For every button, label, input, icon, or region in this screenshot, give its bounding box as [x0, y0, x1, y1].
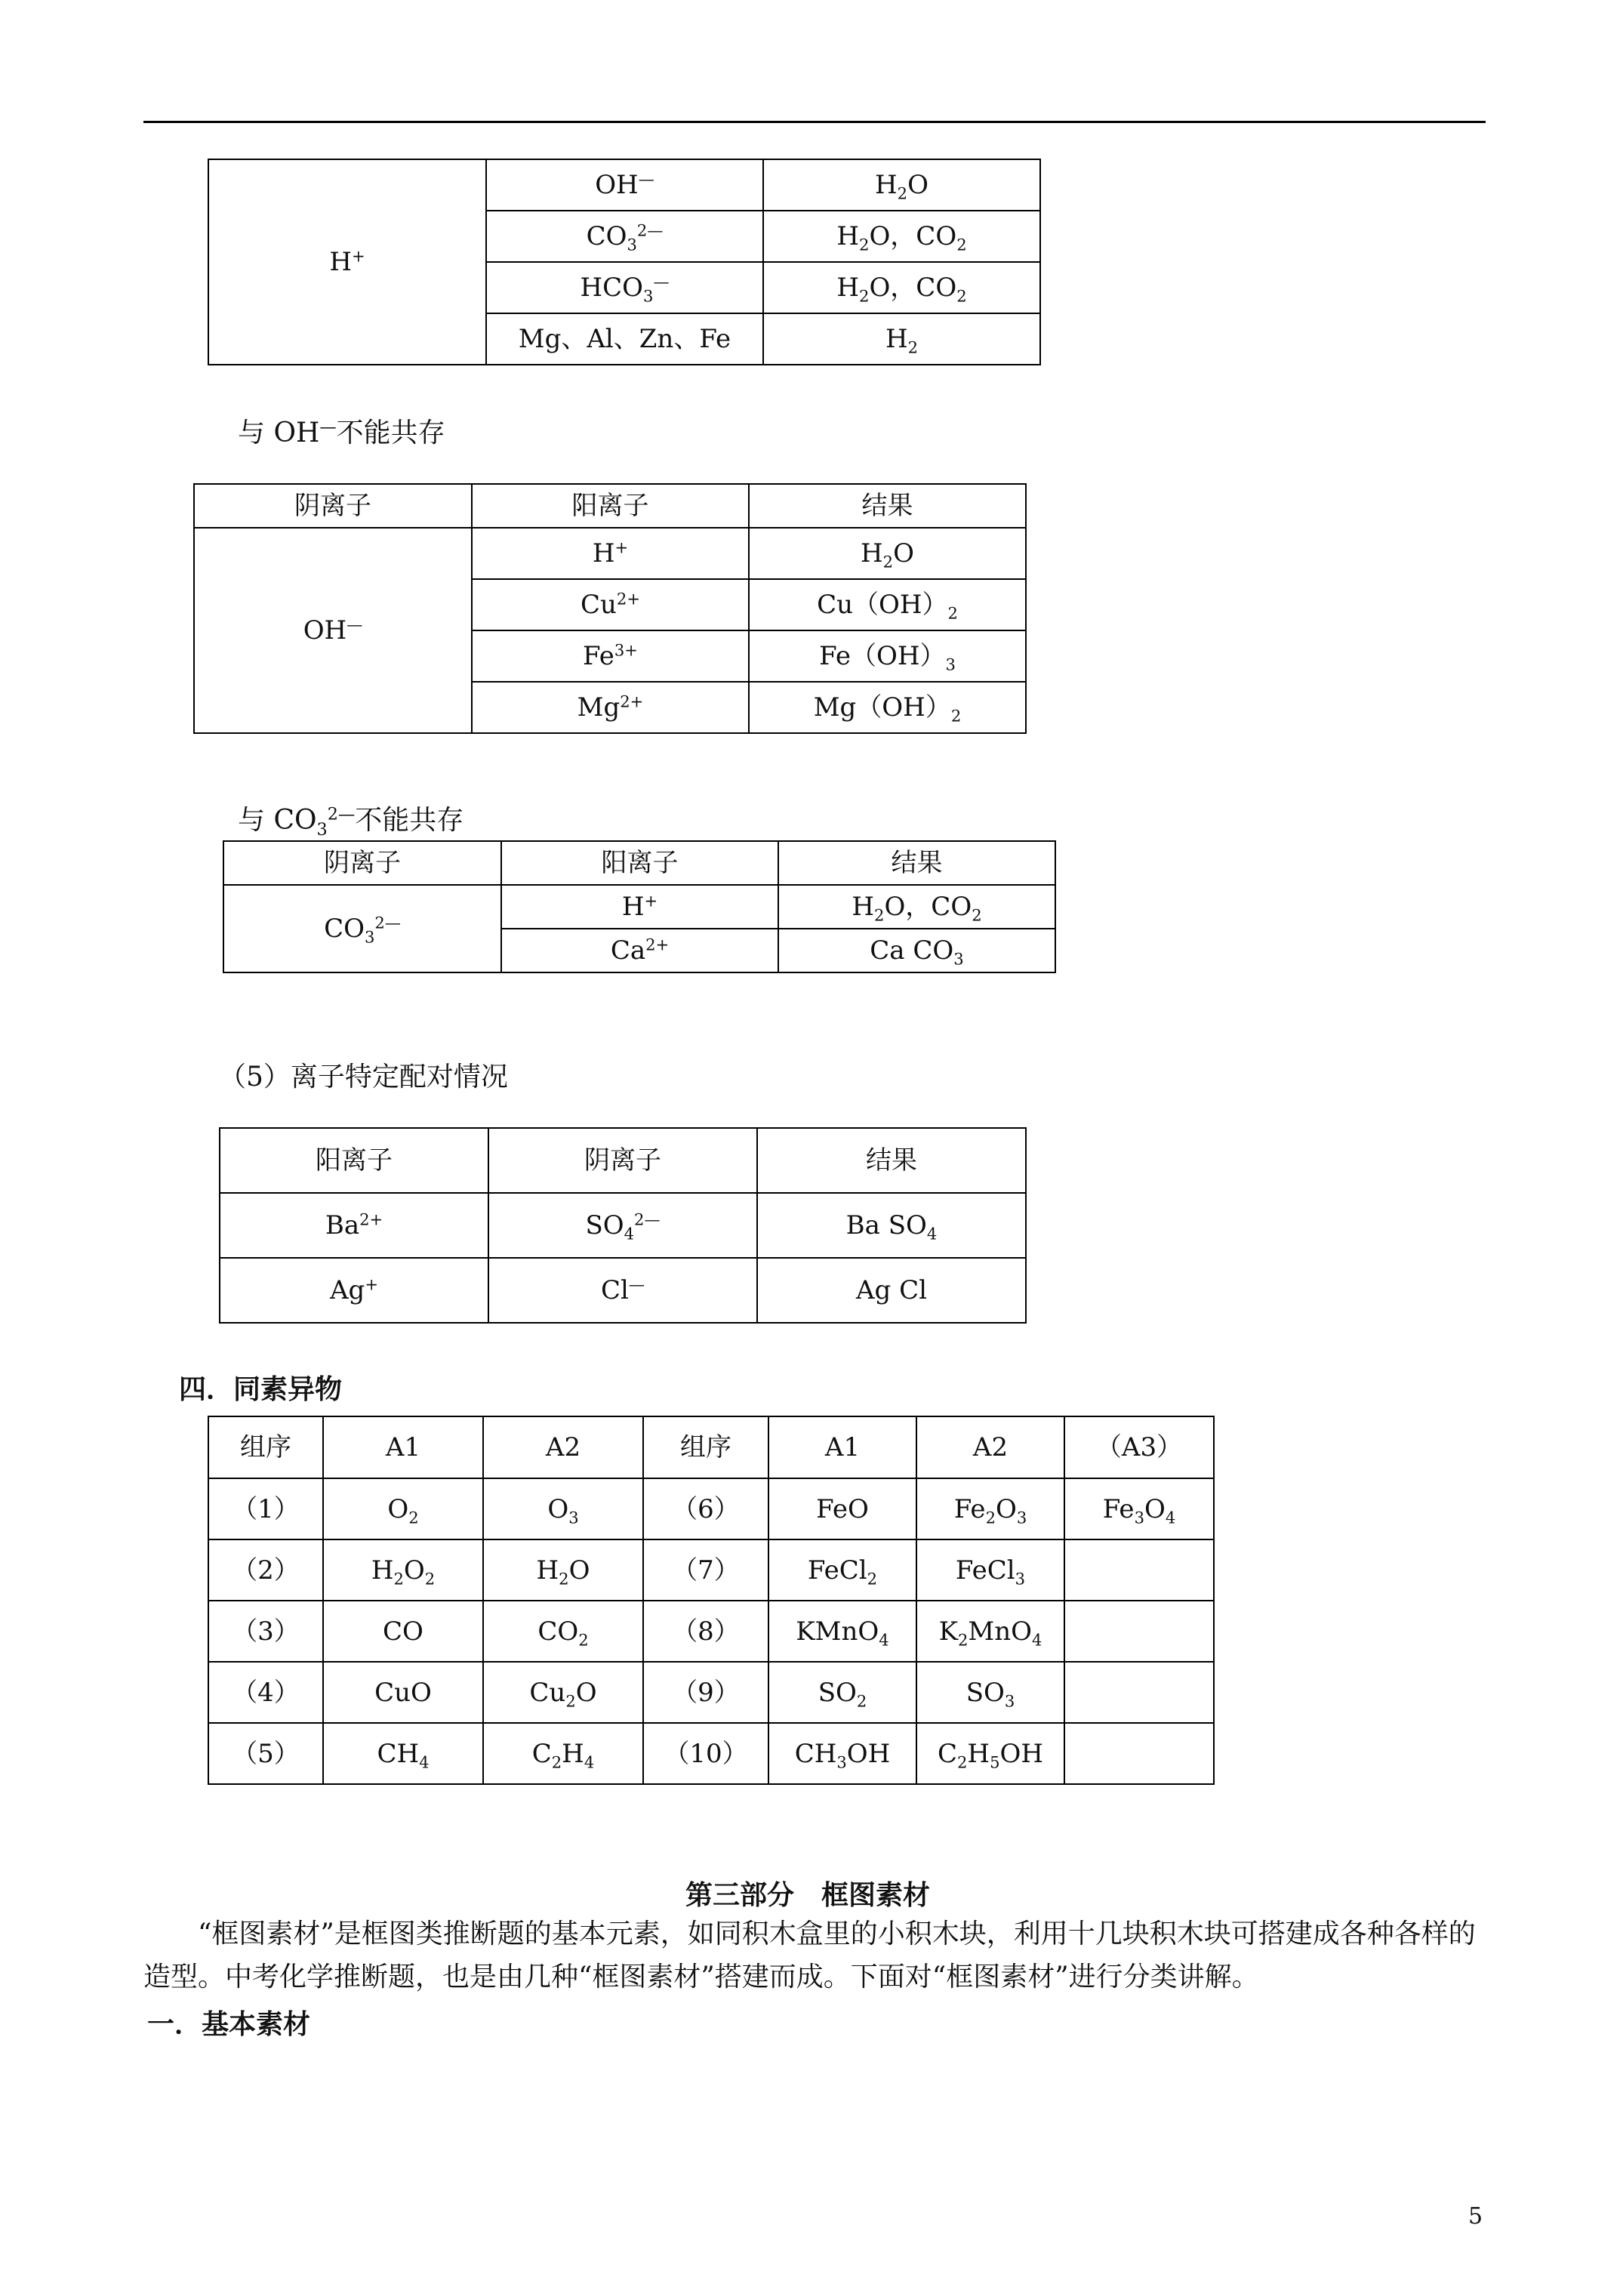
formula-part: 2: [897, 183, 908, 203]
formula-part: 3+: [614, 640, 638, 660]
formula-part: A1: [824, 1432, 861, 1462]
formula-part: 结果: [891, 848, 943, 878]
oh-section-title: 与 OH—不能共存: [238, 417, 445, 448]
reactant-cell: [486, 262, 763, 313]
result-cell: [778, 929, 1055, 972]
formula-part: 组序: [680, 1432, 731, 1462]
formula-part: H: [875, 170, 898, 200]
part3-heading: 第三部分 框图素材: [685, 1879, 931, 1911]
iso-cell: [483, 1539, 643, 1601]
formula-part: 2+: [620, 692, 644, 711]
formula-part: H: [592, 538, 615, 569]
formula-part: H: [852, 892, 875, 922]
formula-part: —: [346, 615, 363, 634]
cation-cell: [220, 1258, 488, 1323]
result-cell: [763, 262, 1040, 313]
formula-part: Mg（OH）: [813, 692, 951, 723]
table-row: [220, 1193, 1026, 1258]
formula-part: O: [907, 170, 929, 200]
table-row: [208, 1662, 1214, 1723]
ion-cell: [208, 159, 486, 365]
formula-part: 2: [956, 1752, 968, 1771]
header-cell: [323, 1416, 483, 1478]
formula-part: 2+: [359, 1210, 383, 1229]
table-row: [208, 159, 1040, 211]
formula-part: C: [531, 1738, 552, 1769]
formula-part: 阴离子: [324, 848, 401, 878]
iso-cell: [768, 1478, 916, 1539]
iso-cell: [323, 1662, 483, 1723]
formula-part: O: [387, 1493, 409, 1524]
formula-part: A1: [385, 1432, 421, 1462]
formula-part: Cu（OH）: [817, 590, 948, 620]
formula-part: CO: [383, 1616, 423, 1647]
result-cell: [749, 528, 1026, 579]
reactant-cell: [486, 211, 763, 262]
iso-cell: [643, 1662, 768, 1723]
formula-part: H: [836, 273, 860, 303]
formula-part: 2: [859, 235, 870, 254]
table-row: [208, 1478, 1214, 1539]
iso-cell: [1064, 1539, 1214, 1601]
formula-part: 2: [859, 286, 870, 306]
formula-part: （6）: [672, 1493, 740, 1524]
formula-part: H: [371, 1555, 394, 1586]
cation-cell: [501, 885, 778, 929]
formula-part: 3: [945, 655, 956, 674]
formula-part: 3: [1015, 1568, 1026, 1588]
header-cell: [757, 1128, 1026, 1193]
formula-part: HCO: [580, 273, 644, 303]
formula-part: Ca CO: [870, 935, 954, 966]
formula-part: 阴离子: [584, 1145, 661, 1176]
formula-part: 结果: [866, 1145, 917, 1176]
formula-part: FeO: [816, 1493, 869, 1524]
formula-part: 2: [856, 1690, 867, 1710]
h-ion-table: [208, 159, 1041, 365]
formula-part: Fe（OH）: [819, 641, 946, 671]
formula-part: Fe: [583, 641, 614, 671]
header-cell: [483, 1416, 643, 1478]
formula-part: 阴离子: [294, 491, 371, 521]
formula-part: 2: [956, 286, 967, 306]
iso-cell: [208, 1601, 323, 1662]
formula-part: OH: [595, 170, 639, 200]
formula-part: 3: [643, 286, 654, 306]
anion-cell: [194, 528, 472, 733]
iso-cell: [643, 1601, 768, 1662]
formula-part: Ba: [325, 1210, 360, 1240]
formula-part: 3: [627, 235, 637, 254]
reactant-cell: [486, 313, 763, 365]
formula-part: 结果: [861, 491, 913, 521]
formula-part: FeCl: [807, 1555, 867, 1586]
formula-part: Mg、Al、Zn、Fe: [518, 324, 731, 354]
iso-cell: [768, 1662, 916, 1723]
cation-cell: [472, 528, 749, 579]
formula-part: 2: [947, 603, 958, 623]
iso-cell: [1064, 1601, 1214, 1662]
formula-part: H: [861, 538, 883, 569]
formula-part: 2: [408, 1507, 419, 1527]
iso-cell: [483, 1478, 643, 1539]
formula-part: +: [365, 1274, 378, 1294]
header-cell: [643, 1416, 768, 1478]
pair-table: [219, 1127, 1027, 1324]
formula-part: O，CO: [869, 221, 957, 251]
formula-part: Ba SO: [845, 1210, 927, 1240]
formula-part: 5: [990, 1752, 1000, 1771]
formula-part: 3: [836, 1752, 847, 1771]
formula-part: Cl: [601, 1275, 629, 1305]
anion-cell: [488, 1193, 757, 1258]
result-cell: [763, 159, 1040, 211]
formula-part: O: [547, 1493, 569, 1524]
formula-part: 2: [950, 706, 962, 726]
formula-part: O: [1144, 1493, 1166, 1524]
formula-part: O: [568, 1555, 590, 1586]
part3-paragraph: “框图素材”是框图类推断题的基本元素，如同积木盒里的小积木块，利用十几块积木块可搭建成各种各样的造型。中考化学推断题，也是由几种“框图素材”搭建而成。下面对“框图素材”进行分类讲解。: [143, 1918, 1476, 1992]
formula-part: 3: [953, 949, 964, 969]
formula-part: CO: [324, 914, 365, 944]
table-row: [194, 528, 1026, 579]
iso-cell: [916, 1539, 1064, 1601]
cation-cell: [472, 682, 749, 733]
table-row: [208, 1601, 1214, 1662]
formula-part: H: [885, 324, 908, 354]
formula-part: 2—: [374, 913, 401, 932]
header-row: [194, 484, 1026, 528]
result-cell: [763, 313, 1040, 365]
header-row: [223, 841, 1055, 885]
formula-part: OH: [846, 1738, 891, 1769]
formula-part: 2+: [616, 589, 640, 609]
formula-part: （3）: [232, 1616, 300, 1647]
iso-cell: [208, 1723, 323, 1784]
header-cell: [208, 1416, 323, 1478]
header-cell: [220, 1128, 488, 1193]
header-cell: [778, 841, 1055, 885]
formula-part: A2: [545, 1432, 581, 1462]
formula-part: FeCl: [955, 1555, 1015, 1586]
table-row: [208, 1723, 1214, 1784]
result-cell: [757, 1193, 1026, 1258]
part3-subheading: 一．基本素材: [147, 2008, 311, 2040]
header-rule: [143, 121, 1486, 123]
iso-cell: [768, 1539, 916, 1601]
formula-part: H: [836, 221, 860, 251]
formula-part: （4）: [232, 1677, 300, 1708]
formula-part: H: [562, 1738, 584, 1769]
formula-part: 3: [1016, 1507, 1027, 1527]
formula-part: KMnO: [796, 1616, 879, 1647]
cation-cell: [472, 630, 749, 682]
formula-part: Ag: [330, 1275, 365, 1305]
formula-part: C: [937, 1738, 957, 1769]
formula-part: 3: [1004, 1690, 1015, 1710]
result-cell: [749, 682, 1026, 733]
formula-part: Fe: [1102, 1493, 1135, 1524]
formula-part: —: [628, 1274, 645, 1294]
formula-part: 阳离子: [601, 848, 679, 878]
formula-part: 阳离子: [571, 491, 649, 521]
header-cell: [749, 484, 1026, 528]
formula-part: 2+: [645, 935, 670, 954]
formula-part: +: [644, 891, 658, 911]
formula-part: —: [638, 169, 654, 189]
formula-part: （5）: [232, 1738, 300, 1769]
formula-part: （9）: [672, 1677, 740, 1708]
header-cell: [488, 1128, 757, 1193]
pair-section-title: （5）离子特定配对情况: [219, 1062, 508, 1093]
iso-cell: [768, 1723, 916, 1784]
formula-part: 3: [364, 927, 375, 947]
formula-part: 2: [578, 1629, 589, 1649]
result-cell: [749, 579, 1026, 630]
formula-part: 组序: [240, 1432, 291, 1462]
formula-part: O: [893, 538, 914, 569]
formula-part: 2: [956, 235, 967, 254]
header-cell: [916, 1416, 1064, 1478]
formula-part: CO: [537, 1616, 579, 1647]
formula-part: MnO: [968, 1616, 1032, 1647]
formula-part: 2: [565, 1690, 576, 1710]
iso-cell: [643, 1539, 768, 1601]
iso-cell: [323, 1539, 483, 1601]
iso-cell: [208, 1478, 323, 1539]
formula-part: 2: [874, 905, 885, 925]
formula-part: Cu: [529, 1677, 566, 1708]
formula-part: （A3）: [1095, 1432, 1183, 1462]
formula-part: 2: [393, 1568, 404, 1588]
co3-section-title: 与 $CO_3^{2—}$不能共存: [238, 804, 464, 840]
formula-part: SO: [818, 1677, 857, 1708]
formula-part: 2: [985, 1507, 996, 1527]
formula-part: 2: [972, 905, 982, 925]
iso-cell: [916, 1662, 1064, 1723]
cation-cell: [472, 579, 749, 630]
formula-part: 2: [907, 337, 919, 357]
table-row: [208, 1539, 1214, 1601]
iso-cell: [323, 1478, 483, 1539]
reactant-cell: [486, 159, 763, 211]
table-row: [220, 1258, 1026, 1323]
formula-part: Ag Cl: [855, 1275, 927, 1305]
formula-part: +: [351, 246, 365, 266]
formula-part: O: [403, 1555, 425, 1586]
formula-part: O，CO: [869, 273, 957, 303]
formula-part: 4: [419, 1752, 430, 1771]
formula-part: Mg: [577, 692, 621, 723]
formula-part: CuO: [374, 1677, 432, 1708]
formula-part: O: [575, 1677, 597, 1708]
formula-part: 4: [584, 1752, 595, 1771]
oh-table: [193, 483, 1027, 734]
formula-part: OH: [999, 1738, 1044, 1769]
formula-part: 2: [424, 1568, 436, 1588]
iso-cell: [768, 1601, 916, 1662]
formula-part: Ca: [610, 935, 646, 966]
anion-cell: [488, 1258, 757, 1323]
formula-part: 3: [1134, 1507, 1144, 1527]
result-cell: [757, 1258, 1026, 1323]
formula-part: Cu: [581, 590, 617, 620]
header-cell: [768, 1416, 916, 1478]
formula-part: CH: [377, 1738, 420, 1769]
formula-part: +: [614, 538, 629, 557]
header-cell: [1064, 1416, 1214, 1478]
result-cell: [749, 630, 1026, 682]
cation-cell: [220, 1193, 488, 1258]
iso-cell: [1064, 1723, 1214, 1784]
formula-part: H: [536, 1555, 559, 1586]
formula-part: CH: [794, 1738, 837, 1769]
header-row: [208, 1416, 1214, 1478]
header-cell: [223, 841, 501, 885]
header-cell: [194, 484, 472, 528]
iso-cell: [916, 1601, 1064, 1662]
co3-table: [223, 840, 1056, 973]
formula-part: K: [938, 1616, 958, 1647]
formula-part: 2—: [634, 1210, 661, 1229]
result-cell: [778, 885, 1055, 929]
formula-part: —: [653, 272, 670, 291]
formula-part: 4: [926, 1224, 938, 1244]
formula-part: SO: [585, 1210, 624, 1240]
formula-part: 4: [879, 1629, 889, 1649]
formula-part: （1）: [232, 1493, 300, 1524]
formula-part: 阳离子: [316, 1145, 393, 1176]
formula-part: 4: [1032, 1629, 1042, 1649]
iso-section-title: 四．同素异物: [179, 1373, 343, 1405]
iso-cell: [643, 1478, 768, 1539]
formula-part: （10）: [664, 1738, 748, 1769]
formula-part: （7）: [672, 1555, 740, 1586]
iso-cell: [483, 1662, 643, 1723]
formula-part: 4: [1165, 1507, 1176, 1527]
formula-part: SO: [965, 1677, 1005, 1708]
iso-cell: [323, 1601, 483, 1662]
formula-part: O，CO: [884, 892, 972, 922]
anion-cell: [223, 885, 501, 972]
cation-cell: [501, 929, 778, 972]
result-cell: [763, 211, 1040, 262]
formula-part: OH: [303, 615, 347, 646]
formula-part: 4: [624, 1224, 635, 1244]
iso-cell: [916, 1478, 1064, 1539]
iso-cell: [1064, 1478, 1214, 1539]
header-cell: [501, 841, 778, 885]
iso-cell: [1064, 1662, 1214, 1723]
iso-cell: [323, 1723, 483, 1784]
header-cell: [472, 484, 749, 528]
formula-part: 2: [882, 552, 894, 572]
formula-part: A2: [972, 1432, 1009, 1462]
page-number: 5: [1468, 2203, 1483, 2230]
formula-part: （2）: [232, 1555, 300, 1586]
formula-part: 2: [551, 1752, 562, 1771]
iso-cell: [208, 1662, 323, 1723]
formula-part: CO: [586, 221, 627, 251]
formula-part: Fe: [953, 1493, 986, 1524]
formula-part: 2—: [636, 220, 664, 240]
formula-part: H: [621, 892, 645, 922]
formula-part: H: [329, 247, 352, 277]
formula-part: 3: [568, 1507, 579, 1527]
iso-cell: [483, 1723, 643, 1784]
formula-part: O: [995, 1493, 1017, 1524]
table-row: [223, 885, 1055, 929]
iso-cell: [483, 1601, 643, 1662]
formula-part: 2: [957, 1629, 969, 1649]
iso-cell: [916, 1723, 1064, 1784]
header-row: [220, 1128, 1026, 1193]
formula-part: 2: [559, 1568, 569, 1588]
formula-part: H: [967, 1738, 990, 1769]
iso-cell: [643, 1723, 768, 1784]
formula-part: （8）: [672, 1616, 740, 1647]
iso-table: [208, 1416, 1215, 1785]
formula-part: 2: [867, 1568, 878, 1588]
iso-cell: [208, 1539, 323, 1601]
